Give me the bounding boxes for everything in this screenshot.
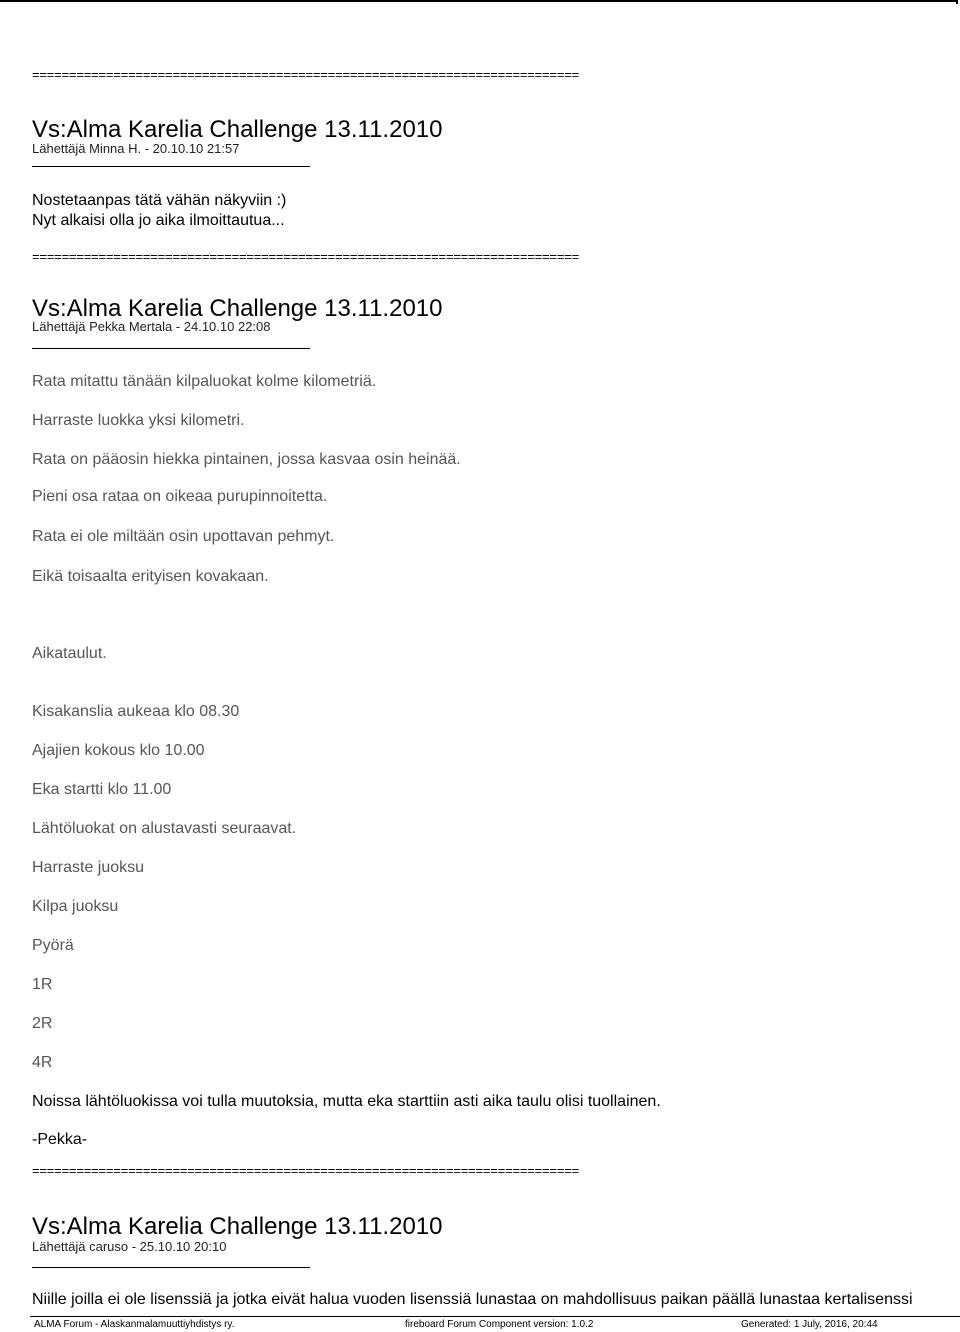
post-line: Lähtöluokat on alustavasti seuraavat.: [32, 820, 297, 837]
post-line: 4R: [32, 1054, 53, 1071]
post-line: 2R: [32, 1015, 53, 1032]
post-line: Noissa lähtöluokissa voi tulla muutoksia, mutta eka starttiin asti aika taulu olisi tuollainen.: [32, 1093, 661, 1110]
post-meta: Lähettäjä Minna H. - 20.10.10 21:57: [32, 141, 240, 156]
post-line: Nostetaanpas tätä vähän näkyviin :): [32, 192, 287, 209]
post-separator: ==========================================================================: [32, 249, 579, 264]
post-line: Harraste luokka yksi kilometri.: [32, 412, 245, 429]
post-line: Nyt alkaisi olla jo aika ilmoittautua...: [32, 212, 285, 229]
post-line: Ajajien kokous klo 10.00: [32, 742, 205, 759]
post-rule: [32, 1267, 310, 1268]
post-meta: Lähettäjä Pekka Mertala - 24.10.10 22:08: [32, 319, 271, 334]
post-title: Vs:Alma Karelia Challenge 13.11.2010: [32, 1213, 443, 1240]
post-separator: ==========================================================================: [32, 1163, 579, 1178]
post-line: 1R: [32, 976, 53, 993]
post-line: Kisakanslia aukeaa klo 08.30: [32, 703, 240, 720]
post-line: Kilpa juoksu: [32, 898, 119, 915]
post-line: Harraste juoksu: [32, 859, 145, 876]
post-line: Pyörä: [32, 937, 74, 954]
footer-site-name: ALMA Forum - Alaskanmalamuuttiyhdistys ry.: [34, 1319, 235, 1330]
post-meta: Lähettäjä caruso - 25.10.10 20:10: [32, 1239, 227, 1254]
top-border: [0, 0, 956, 2]
footer-component-version: fireboard Forum Component version: 1.0.2: [405, 1319, 594, 1330]
post-rule: [32, 166, 310, 167]
post-rule: [32, 348, 310, 349]
post-title: Vs:Alma Karelia Challenge 13.11.2010: [32, 295, 443, 322]
post-line: Rata on pääosin hiekka pintainen, jossa kasvaa osin heinää.: [32, 451, 461, 468]
post-line: Eikä toisaalta erityisen kovakaan.: [32, 568, 269, 585]
top-border-corner: [956, 0, 958, 4]
post-line: -Pekka-: [32, 1131, 88, 1148]
post-line: Niille joilla ei ole lisenssiä ja jotka eivät halua vuoden lisenssiä lunastaa on mahdollisuus paikan päällä lunastaa kertalisenssi: [32, 1291, 913, 1308]
footer-rule: [30, 1316, 960, 1317]
post-line: Eka startti klo 11.00: [32, 781, 172, 798]
post-line: Aikataulut.: [32, 645, 107, 662]
post-line: Pieni osa rataa on oikeaa purupinnoitetta.: [32, 488, 328, 505]
post-title: Vs:Alma Karelia Challenge 13.11.2010: [32, 116, 443, 143]
post-separator: ==========================================================================: [32, 67, 579, 82]
post-line: Rata ei ole miltään osin upottavan pehmyt.: [32, 528, 335, 545]
post-line: Rata mitattu tänään kilpaluokat kolme kilometriä.: [32, 373, 377, 390]
footer-generated-date: Generated: 1 July, 2016, 20:44: [741, 1319, 878, 1330]
